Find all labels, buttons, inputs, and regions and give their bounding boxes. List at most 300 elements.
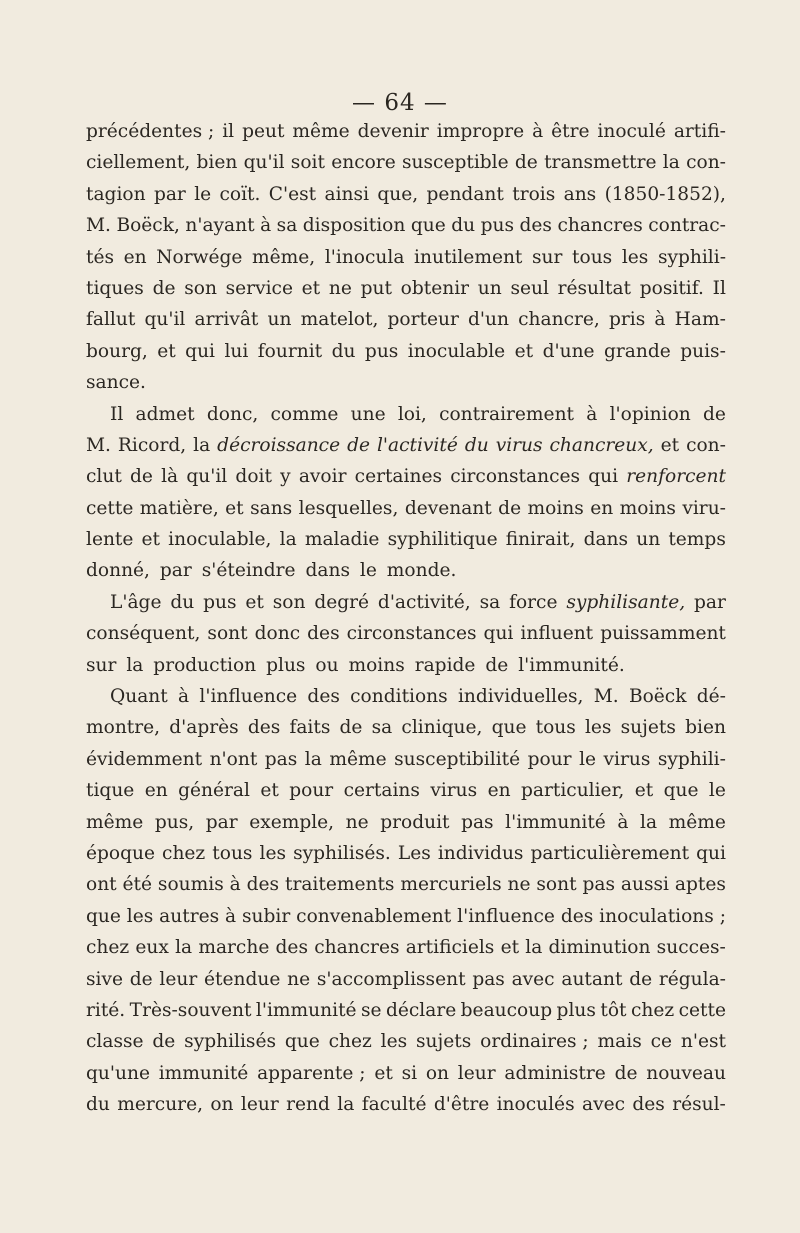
word: qu'il [186,466,228,488]
word: sujets [620,717,676,739]
text-line [86,932,726,963]
word: s'accomplissent [316,968,466,990]
word: temps [668,529,726,551]
word: transmettre [544,152,657,174]
word: diminution [548,937,651,959]
word: contrairement [439,403,575,425]
word: l'influence [457,905,555,927]
text-line [86,555,726,586]
text-line [86,367,726,398]
word: chez [86,937,130,959]
word: que [284,1031,320,1053]
word: l'immunité. [518,654,625,676]
word: et [225,497,244,519]
word: pas [264,748,298,770]
word: beaucoup [460,999,553,1021]
word: disposition [302,215,406,237]
word: la [126,654,144,676]
word: peut [242,121,285,142]
word: plus [556,999,596,1021]
word: l'opinion [609,403,691,425]
word: d'une [542,340,595,362]
word: y [280,466,291,488]
word: la [525,937,543,959]
word: à [532,121,544,142]
word: et [500,937,520,959]
word: n'ayant [185,215,255,237]
word: autres [159,905,220,927]
word: du [331,340,356,362]
word: inoculable, [168,529,272,551]
word: tous [212,842,253,864]
word: put [360,277,392,299]
word: sa [479,591,501,613]
text-line [86,493,726,524]
word: un [636,529,661,551]
word: circonstances [450,466,581,488]
word: qu'il [144,309,186,331]
word: con- [686,434,726,456]
word: leur [457,1062,496,1084]
word: de [347,434,370,456]
word: sur [86,654,117,676]
word: tôt [600,999,627,1021]
word: marche [198,937,270,959]
word: ne [328,277,352,299]
word: leur [240,1094,279,1116]
word: qu'il [243,152,285,174]
word: du [464,434,489,456]
word: et [260,780,279,802]
word: individuelles, [457,686,584,708]
word: la [337,1094,355,1116]
word: donc [254,623,301,645]
word: à [229,874,241,896]
word: du [86,1094,110,1116]
word: matière, [139,497,219,519]
word: la [193,434,211,456]
text-line [86,587,726,618]
text-line [86,336,726,367]
word: dé- [696,686,726,708]
word: sont [207,623,248,645]
word: finirait, [505,529,576,551]
word: moins [619,497,676,519]
word: chez [162,842,206,864]
word: le [359,560,377,582]
word: Les [397,842,431,864]
word: doit [235,466,272,488]
word: ou [315,654,339,676]
word: susceptibilité [394,748,521,770]
word: impropre [436,121,525,142]
word: le [194,183,212,205]
word: en [144,780,168,802]
word: déclare [385,999,457,1021]
word: syphilitique [387,529,498,551]
word: là [161,466,179,488]
text-line [86,399,726,430]
word: pus [364,340,399,362]
word: la [279,529,297,551]
word: rapide [414,654,476,676]
text-line [86,838,726,869]
word: inutilement [414,246,523,268]
word: à [225,905,237,927]
word: sa [276,215,298,237]
word: mercuriels [400,874,502,896]
word: Très-souvent [129,999,252,1021]
word: de [703,403,726,425]
word: M. [86,215,111,237]
word: administre [504,1062,606,1084]
word: positif. [639,277,704,299]
word: chancres [314,937,400,959]
word: lente [86,529,134,551]
word: s'éteindre [201,560,296,582]
word: pus [480,215,515,237]
word: de [485,654,509,676]
word: eux [135,937,169,959]
word: en [590,497,614,519]
word: ont [86,874,117,896]
word: dans [305,560,350,582]
word: mercure, [117,1094,203,1116]
word: certaines [354,466,442,488]
word: et [157,340,176,362]
word: chez [630,999,675,1021]
word: exemple, [249,811,335,833]
word: clut [86,466,122,488]
word: trois [512,183,556,205]
word: de [339,717,363,739]
text-line [86,901,726,932]
word: n'ont [209,748,258,770]
word: la [640,811,658,833]
word: de [152,1031,176,1053]
word: faits [289,717,331,739]
word: en [487,780,511,802]
word: autant [561,968,623,990]
word: sont [536,874,577,896]
word: époque [86,842,155,864]
text-line [86,775,726,806]
word: que [491,717,527,739]
word: Ricord, [117,434,187,456]
word: sujets [415,1031,472,1053]
word: Il [110,403,124,425]
word: conséquent, [86,623,201,645]
word: les [259,842,287,864]
word: monde. [386,560,457,582]
word: d'un [468,309,509,331]
word: chancre, [518,309,600,331]
word: des [632,1094,665,1116]
word: donc, [206,403,259,425]
word: Ham- [674,309,726,331]
word: donné, [86,560,150,582]
word: particulièrement [530,842,690,864]
word: tique [86,780,135,802]
word: le [579,748,597,770]
word: les [126,905,154,927]
word: et [374,1062,393,1084]
word: seul [510,277,549,299]
word: même, [252,246,316,268]
word: qui [185,340,215,362]
word: l'influence [199,686,298,708]
word: que [410,215,446,237]
word: général [178,780,250,802]
word: apparente ; [257,1062,366,1084]
text-line [86,430,726,461]
word: puissamment [600,623,726,645]
word: son [184,277,217,299]
word: des [247,717,281,739]
word: tagion [86,183,146,205]
word: certains [343,780,420,802]
word: d'après [169,717,239,739]
word: soit [290,152,325,174]
word: classe [86,1031,144,1053]
word: il [222,121,235,142]
word: pas [582,874,615,896]
word: décroissance [217,434,341,456]
word: l'immunité [505,811,606,833]
word: l'immunité [255,999,357,1021]
word: particulier, [520,780,625,802]
word: inoculé [597,121,666,142]
word: viru- [682,497,726,519]
word: chez [328,1031,372,1053]
word: tous [535,717,576,739]
word: production [153,654,257,676]
word: pus, [154,811,195,833]
word: chancres [557,215,643,237]
word: en [123,246,147,268]
word: syphilisés. [293,842,391,864]
text-line [86,179,726,210]
word: bien [685,717,726,739]
word: à [654,309,666,331]
word: convenablement [296,905,452,927]
word: à [178,686,190,708]
word: produit [380,811,450,833]
word: fournit [257,340,323,362]
word: la [175,937,193,959]
word: de [129,968,153,990]
word: les [380,1031,408,1053]
word: la [304,748,322,770]
word: sa [371,717,393,739]
word: d'être [433,1094,490,1116]
text-line [86,650,726,681]
word: syphilisante, [566,591,686,613]
word: circonstances [346,623,477,645]
word: on [425,1062,450,1084]
word: conditions [350,686,448,708]
word: pour [527,748,572,770]
word: devenir [357,121,429,142]
word: renforcent [626,466,726,488]
word: de [152,277,176,299]
text-line [86,744,726,775]
word: syphilisés [184,1031,277,1053]
word: virus [603,748,651,770]
word: de [498,497,522,519]
text-line [86,807,726,838]
word: subir [242,905,291,927]
word: et [141,529,161,551]
word: devenant [404,497,492,519]
word: bourg, [86,340,148,362]
word: inoculable [407,340,506,362]
word: précédentes ; [86,121,215,142]
text-line [86,116,726,147]
word: les [621,246,649,268]
word: un [267,309,292,331]
word: l'inocula [324,246,405,268]
word: sans [250,497,293,519]
word: et [514,340,534,362]
word: à [260,215,272,237]
word: individus [437,842,524,864]
word: lesquelles, [298,497,399,519]
text-line [86,147,726,178]
word: des [307,686,340,708]
word: tous [572,246,613,268]
word: des [275,937,308,959]
word: son [272,591,306,613]
text-line [86,524,726,555]
word: aussi [620,874,669,896]
word: même [86,811,144,833]
word: par [694,591,726,613]
word: ordinaires ; [480,1031,589,1053]
text-line [86,964,726,995]
word: service [225,277,293,299]
word: ans [563,183,597,205]
word: des [307,623,340,645]
word: virus [495,434,543,456]
word: même [668,811,726,833]
text-line [86,1089,726,1120]
text-line [86,618,726,649]
word: cette [678,999,726,1021]
word: fallut [86,309,136,331]
word: C'est [268,183,317,205]
word: Boëck [628,686,687,708]
word: et [660,434,680,456]
word: moins [348,654,405,676]
word: traitements [284,874,395,896]
word: syphili- [657,748,726,770]
word: faculté [361,1094,427,1116]
word: régula- [658,968,726,990]
word: montre, [86,717,161,739]
word: clinique, [401,717,483,739]
word: une [350,403,386,425]
word: par [205,811,238,833]
word: on [210,1094,234,1116]
word: la [662,152,680,174]
word: virus [430,780,478,802]
word: avoir [298,466,347,488]
word: résul- [672,1094,726,1116]
word: loi, [397,403,427,425]
word: pus [203,591,237,613]
text-line [86,869,726,900]
word: puis- [680,340,726,362]
word: coït. [219,183,261,205]
word: évidemment [86,748,203,770]
word: que, [377,183,419,205]
word: du [170,591,195,613]
word: ne [507,874,531,896]
word: et [301,277,321,299]
word: qu'une [86,1062,150,1084]
word: force [509,591,558,613]
word: résultat [557,277,632,299]
word: et [634,780,654,802]
word: Norwége [156,246,243,268]
word: immunité [158,1062,249,1084]
word: du [451,215,476,237]
word: avec [581,1094,625,1116]
word: ciellement, [86,152,191,174]
word: (1850-1852), [604,183,726,205]
text-line [86,1026,726,1057]
word: un [477,277,502,299]
word: à [586,403,598,425]
text-line [86,995,726,1026]
word: ne [287,968,311,990]
word: des [246,874,280,896]
word: que [86,905,121,927]
text-line [86,461,726,492]
word: se [360,999,382,1021]
word: obtenir [400,277,470,299]
word: susceptible [401,152,509,174]
word: comme [270,403,339,425]
word: même [292,121,350,142]
word: qui [588,466,619,488]
word: rend [286,1094,330,1116]
word: L'âge [110,591,162,613]
word: inoculés [496,1094,575,1116]
word: tés [86,246,115,268]
word: qui [483,623,514,645]
page-number: — 64 — [352,90,448,116]
text-line [86,210,726,241]
text-line [86,1058,726,1089]
word: avec [511,968,555,990]
word: succes- [656,937,726,959]
word: lui [224,340,249,362]
word: dans [583,529,629,551]
word: même [329,748,387,770]
word: de [514,152,538,174]
text-line [86,273,726,304]
word: ne [345,811,369,833]
word: de [614,1062,638,1084]
word: de [130,466,153,488]
word: d'activité, [377,591,471,613]
word: M. [593,686,619,708]
text-line [86,681,726,712]
text-line [86,712,726,743]
word: que [663,780,699,802]
